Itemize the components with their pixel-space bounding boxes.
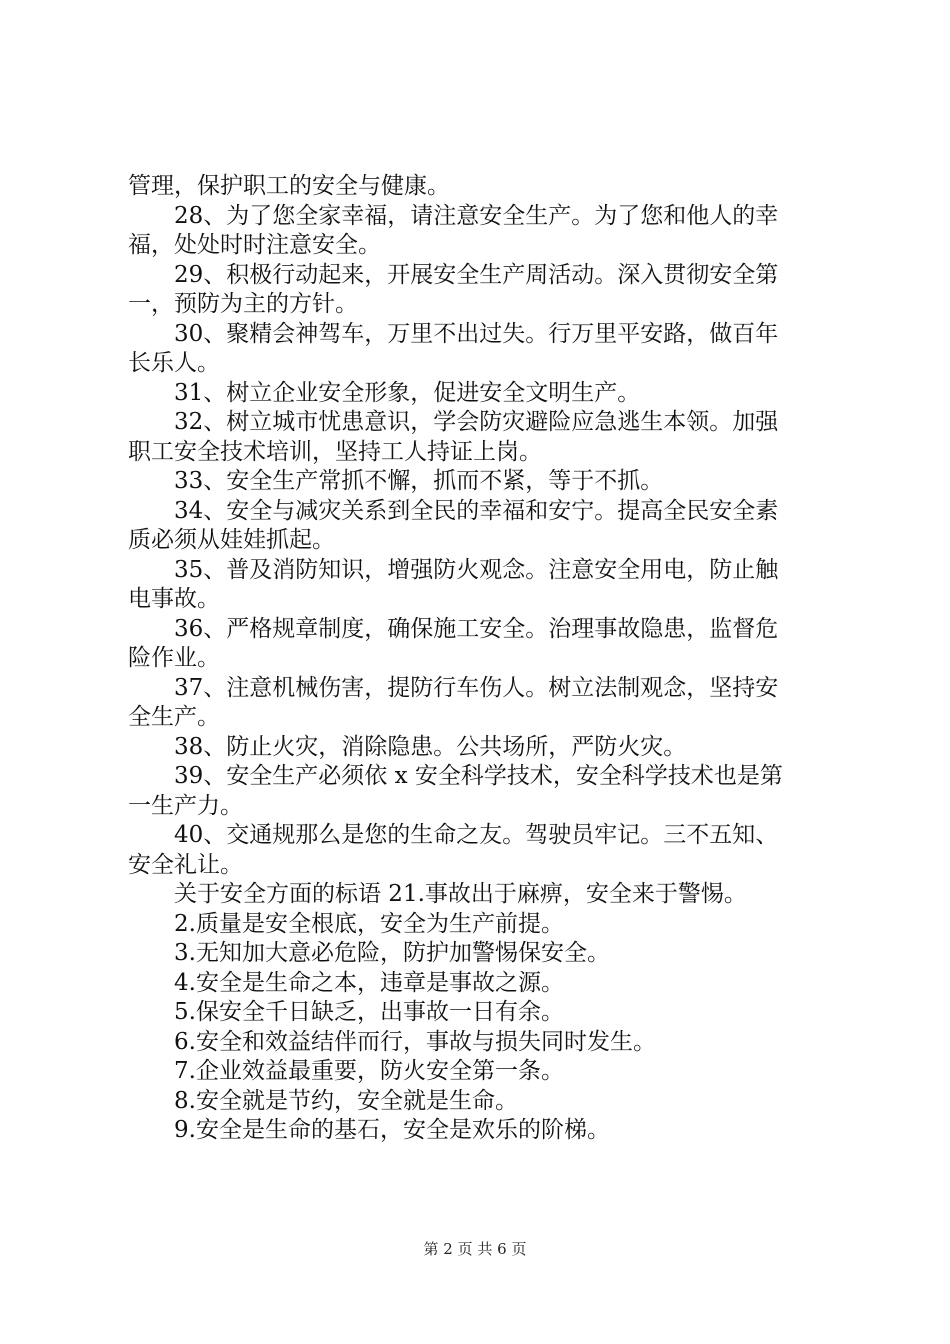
page-footer: 第 2 页 共 6 页 (423, 1240, 527, 1258)
text-line: 34、安全与减灾关系到全民的幸福和安宁。提高全民安全素 (174, 497, 779, 524)
text-line: 33、安全生产常抓不懈，抓而不紧，等于不抓。 (174, 468, 664, 494)
text-line: 管理，保护职工的安全与健康。 (128, 173, 450, 199)
text-line: 安全礼让。 (128, 851, 243, 878)
text-line: 险作业。 (128, 645, 220, 671)
text-line: 一生产力。 (128, 792, 243, 819)
text-line: 职工安全技术培训，坚持工人持证上岗。 (128, 438, 542, 465)
text-line: 40、交通规那么是您的生命之友。驾驶员牢记。三不五知、 (174, 822, 779, 848)
text-line: 38、防止火灾，消除隐患。公共场所，严防火灾。 (174, 733, 687, 760)
text-line: 2.质量是安全根底，安全为生产前提。 (174, 910, 564, 937)
text-line: 3.无知加大意必危险，防护加警惕保安全。 (174, 940, 610, 966)
text-line: 电事故。 (128, 586, 220, 612)
text-line: 福，处处时时注意安全。 (128, 232, 381, 258)
text-line: 7.企业效益最重要，防火安全第一条。 (174, 1058, 564, 1084)
text-line: 30、聚精会神驾车，万里不出过失。行万里平安路，做百年 (174, 320, 779, 347)
text-line: 6.安全和效益结伴而行，事故与损失同时发生。 (174, 1028, 656, 1055)
text-line: 28、为了您全家幸福，请注意安全生产。为了您和他人的幸 (174, 202, 779, 229)
document-body (128, 172, 828, 1146)
text-line: 5.保安全千日缺乏，出事故一日有余。 (174, 999, 564, 1025)
text-line: 一，预防为主的方针。 (128, 291, 358, 317)
text-line: 全生产。 (128, 704, 220, 730)
text-line: 32、树立城市忧患意识，学会防灾避险应急逃生本领。加强 (174, 409, 779, 435)
text-line: 质必须从娃娃抓起。 (128, 527, 335, 553)
text-line: 29、积极行动起来，开展安全生产周活动。深入贯彻安全第 (174, 261, 779, 288)
text-line: 35、普及消防知识，增强防火观念。注意安全用电，防止触 (174, 556, 779, 583)
text-line: 关于安全方面的标语 21.事故出于麻痹，安全来于警惕。 (174, 881, 747, 907)
text-line: 9.安全是生命的基石，安全是欢乐的阶梯。 (174, 1117, 610, 1143)
text-line: 31、树立企业安全形象，促进安全文明生产。 (174, 379, 641, 406)
text-line: 长乐人。 (128, 350, 220, 376)
text-line: 8.安全就是节约，安全就是生命。 (174, 1087, 518, 1114)
text-line: 37、注意机械伤害，提防行车伤人。树立法制观念，坚持安 (174, 674, 779, 701)
text-line: 36、严格规章制度，确保施工安全。治理事故隐患，监督危 (174, 615, 779, 642)
text-line: 4.安全是生命之本，违章是事故之源。 (174, 969, 564, 996)
text-line: 39、安全生产必须依 x 安全科学技术，安全科学技术也是第 (174, 763, 783, 789)
